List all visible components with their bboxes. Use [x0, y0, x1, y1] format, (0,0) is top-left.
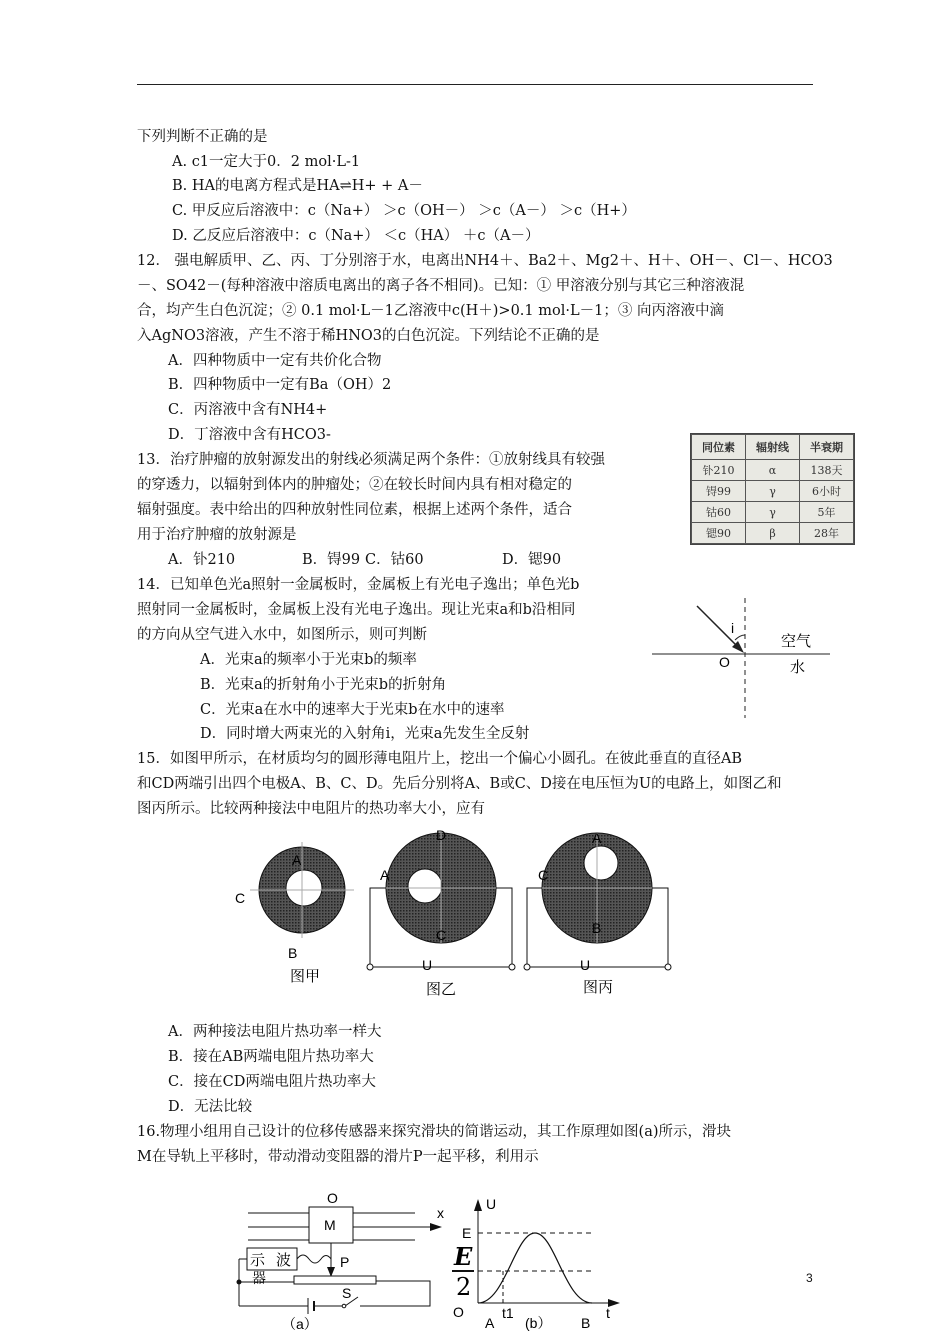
table-header: 半衰期: [800, 435, 854, 460]
table-header: 辐射线: [746, 435, 800, 460]
q11-option-a: A. c1一定大于0．2 mol·L-1: [172, 154, 361, 170]
q12-line: 入AgNO3溶液，产生不溶于稀HNO3的白色沉淀。下列结论不正确的是: [137, 328, 600, 344]
q15-option-a: A．两种接法电阻片热功率一样大: [168, 1024, 382, 1040]
table-row: [692, 523, 854, 544]
caption-bing: 图丙: [583, 979, 614, 996]
label-d: D: [436, 827, 447, 843]
caption-b: (b）: [525, 1315, 552, 1331]
oscilloscope-label: 示: [250, 1252, 266, 1269]
caption-a: （a）: [282, 1316, 318, 1332]
table-cell: 138天: [800, 460, 854, 481]
table-header: 同位素: [692, 435, 746, 460]
caption-yi: 图乙: [426, 981, 457, 998]
switch-label: S: [342, 1285, 352, 1301]
table-cell: β: [746, 523, 800, 544]
voltage-label: U: [422, 957, 433, 973]
q14-line: 照射同一金属板时，金属板上没有光电子逸出。现让光束a和b沿相同: [137, 602, 576, 618]
table-cell: γ: [746, 502, 800, 523]
table-cell: 钴60: [692, 502, 746, 523]
q11-option-c: C. 甲反应后溶液中：c（Na+） ＞c（OH－） ＞c（A－） ＞c（H+）: [172, 203, 636, 219]
table-cell: γ: [746, 481, 800, 502]
table-header-row: [692, 435, 854, 460]
q14-option-b: B．光束a的折射角小于光束b的折射角: [200, 677, 447, 693]
q12-option-a: A．四种物质中一定有共价化合物: [168, 353, 382, 369]
label-b: B: [288, 945, 298, 961]
voltage-curve: [478, 1233, 592, 1303]
q15-option-b: B．接在AB两端电阻片热功率大: [168, 1049, 374, 1065]
origin-label: O: [719, 654, 730, 670]
table-cell: 锶90: [692, 523, 746, 544]
point-a-label: A: [485, 1315, 495, 1331]
slider-p-label: P: [340, 1254, 350, 1270]
q12-option-c: C．丙溶液中含有NH4+: [168, 402, 328, 418]
q13-line: 辐射强度。表中给出的四种放射性同位素，根据上述两个条件，适合: [137, 502, 572, 518]
q11-option-d: D. 乙反应后溶液中：c（Na+） ＜c（HA） ＋c（A－）: [172, 228, 540, 244]
q15-option-c: C．接在CD两端电阻片热功率大: [168, 1074, 376, 1090]
label-c: C: [235, 890, 246, 906]
figure-jia: [235, 842, 354, 985]
caption-jia: 图甲: [290, 968, 321, 985]
q12-line: 合，均产生白色沉淀；② 0.1 mol·L－1乙溶液中c(H＋)>0.1 mol·L－1；③ 向丙溶液中滴: [137, 303, 724, 319]
table-cell: α: [746, 460, 800, 481]
q13-option-b: B．锝99: [302, 552, 361, 568]
figure-b: [452, 1196, 620, 1331]
q13-line: 的穿透力，以辐射到体内的肿瘤处；②在较长时间内具有相对稳定的: [137, 477, 572, 493]
q16-line: 16.物理小组用自己设计的位移传感器来探究滑块的简谐运动，其工作原理如图(a)所示，滑块: [137, 1124, 732, 1140]
e-half-numerator: E: [454, 1242, 473, 1271]
q14-line: 的方向从空气进入水中，如图所示，则可判断: [137, 627, 427, 643]
q12-option-b: B．四种物质中一定有Ba（OH）2: [168, 377, 392, 393]
table-row: [692, 502, 854, 523]
label-a: A: [592, 830, 602, 846]
q13-option-a: A．钋210: [168, 552, 236, 568]
table-cell: 28年: [800, 523, 854, 544]
refraction-figure: [640, 590, 840, 720]
label-a: A: [292, 852, 302, 868]
q15-line: 图丙所示。比较两种接法中电阻片的热功率大小，应有: [137, 801, 485, 817]
resistor-disc-figure: [220, 820, 700, 1005]
table-cell: 5年: [800, 502, 854, 523]
air-label: 空气: [781, 633, 812, 650]
voltage-label: U: [580, 957, 591, 973]
q15-option-d: D．无法比较: [168, 1099, 253, 1115]
table-row: [692, 481, 854, 502]
oscilloscope-label: 器: [252, 1270, 266, 1286]
q12-line: －、SO42－(每种溶液中溶质电离出的离子各不相同)。已知：① 甲溶液分别与其它三种溶液混: [137, 278, 745, 294]
q13-line: 13．治疗肿瘤的放射源发出的射线必须满足两个条件：①放射线具有较强: [137, 452, 605, 468]
q11-stem: 下列判断不正确的是: [137, 129, 268, 145]
page-number: 3: [806, 1271, 813, 1285]
sensor-figure: [230, 1185, 650, 1340]
label-a: A: [380, 867, 390, 883]
x-axis-label: x: [437, 1205, 444, 1221]
t1-label: t1: [502, 1305, 514, 1321]
figure-yi: [367, 827, 515, 998]
label-b: B: [592, 920, 602, 936]
table-row: [692, 460, 854, 481]
table-cell: 锝99: [692, 481, 746, 502]
slider-m-label: M: [324, 1217, 336, 1233]
q14-option-d: D．同时增大两束光的入射角i，光束a先发生全反射: [200, 726, 530, 742]
table-cell: 钋210: [692, 460, 746, 481]
figure-a: [237, 1190, 445, 1332]
label-c: C: [436, 927, 447, 943]
q14-option-c: C．光束a在水中的速率大于光束b在水中的速率: [200, 702, 505, 718]
figure-bing: [524, 830, 671, 996]
angle-label: i: [731, 620, 735, 636]
q13-option-d: D．锶90: [502, 552, 562, 568]
header-rule: [137, 84, 813, 85]
table-cell: 6小时: [800, 481, 854, 502]
q15-line: 和CD两端引出四个电极A、B、C、D。先后分别将A、B或C、D接在电压恒为U的电路上，如图乙和: [137, 776, 782, 792]
oscilloscope-label: 波: [276, 1252, 292, 1269]
origin-label: O: [453, 1304, 464, 1320]
t-axis-label: t: [606, 1305, 610, 1321]
q11-option-b: B. HA的电离方程式是HA⇌H+ + A－: [172, 178, 423, 194]
label-c: C: [538, 867, 549, 883]
q13-line: 用于治疗肿瘤的放射源是: [137, 527, 297, 543]
q13-option-c: C．钴60: [365, 552, 424, 568]
isotope-table: [690, 433, 855, 545]
water-label: 水: [790, 659, 806, 676]
q14-line: 14．已知单色光a照射一金属板时，金属板上有光电子逸出；单色光b: [137, 577, 580, 593]
origin-label: O: [327, 1190, 338, 1206]
q12-line: 12． 强电解质甲、乙、丙、丁分别溶于水，电离出NH4＋、Ba2＋、Mg2＋、H＋、OH－、Cl－、HCO3: [137, 253, 833, 269]
u-axis-label: U: [486, 1196, 497, 1212]
q12-option-d: D．丁溶液中含有HCO3-: [168, 427, 331, 443]
q14-option-a: A．光束a的频率小于光束b的频率: [200, 652, 417, 668]
e-label: E: [462, 1225, 472, 1241]
e-half-denominator: 2: [456, 1273, 472, 1301]
q15-line: 15．如图甲所示，在材质均匀的圆形薄电阻片上，挖出一个偏心小圆孔。在彼此垂直的直径AB: [137, 751, 743, 767]
point-b-label: B: [581, 1315, 591, 1331]
q16-line: M在导轨上平移时，带动滑动变阻器的滑片P一起平移，利用示: [137, 1149, 539, 1165]
